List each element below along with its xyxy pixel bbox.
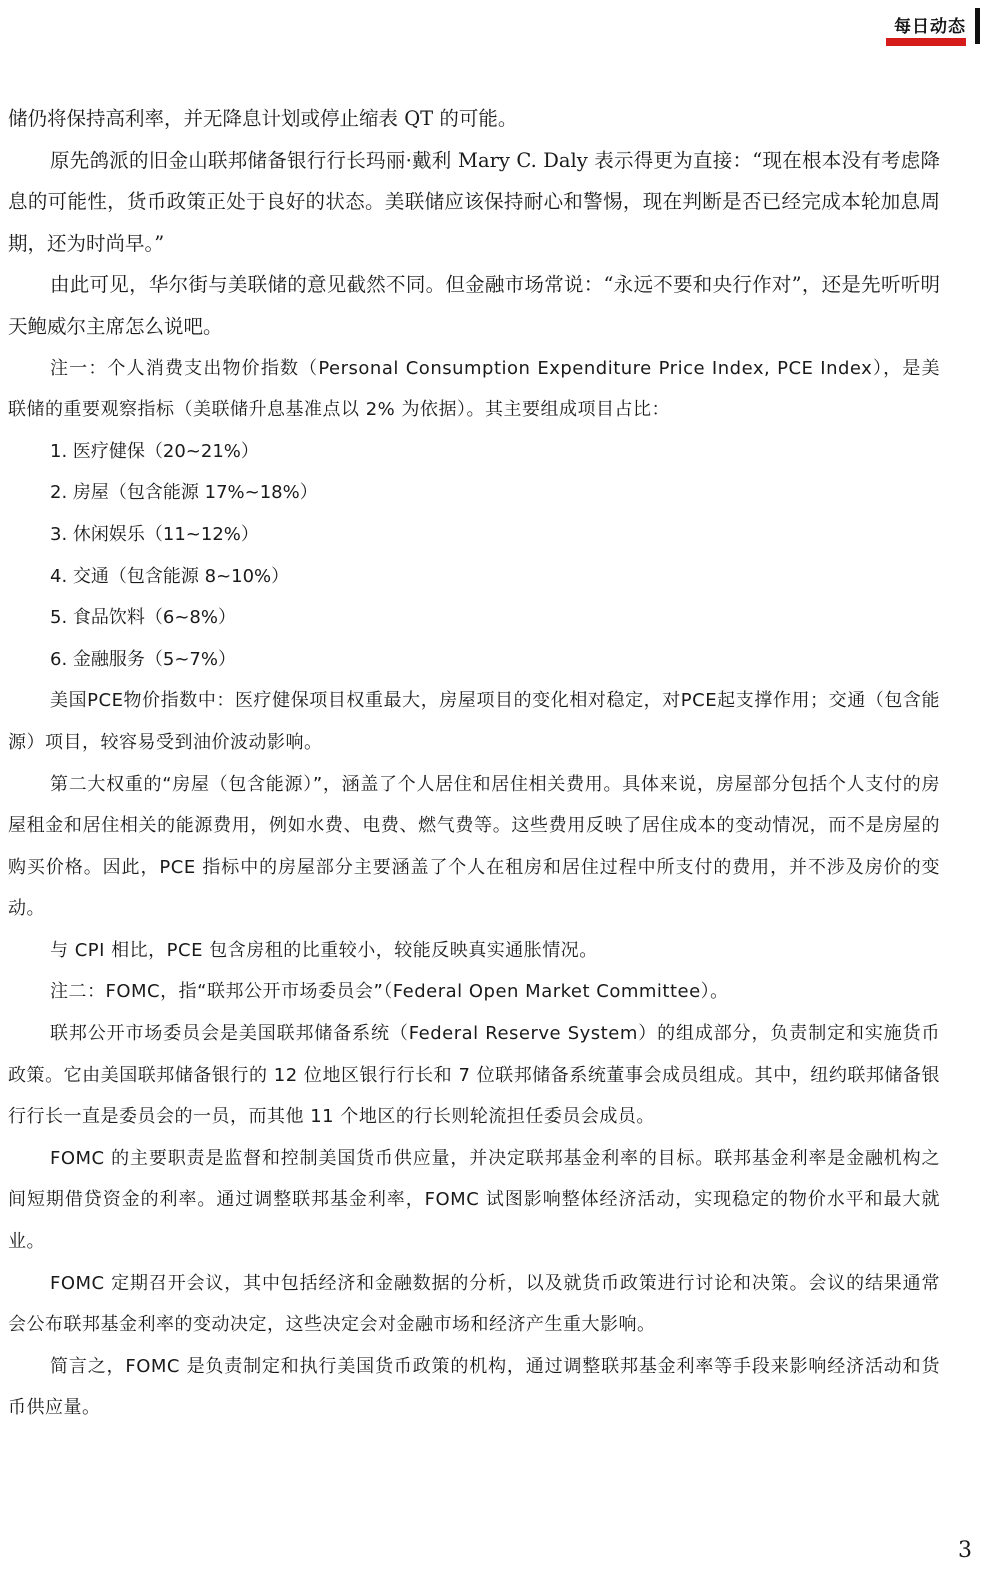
paragraph: 与 CPI 相比，PCE 包含房租的比重较小，较能反映真实通胀情况。 [50, 939, 598, 961]
header-divider-bar [975, 8, 980, 44]
article-body [8, 98, 940, 1429]
paragraph: 由此可见，华尔街与美联储的意见截然不同。但金融市场常说：“永远不要和央行作对”，还是先听听明天鲍威尔主席怎么说吧。 [8, 273, 940, 338]
list-item: 2. 房屋（包含能源 17%~18%） [50, 482, 318, 504]
section-label: 每日动态 [894, 17, 966, 37]
paragraph: 原先鸽派的旧金山联邦储备银行行长玛丽·戴利 Mary C. Daly 表示得更为直接：“现在根本没有考虑降息的可能性，货币政策正处于良好的状态。美联储应该保持耐心和警惕，现在判断是否已经完成本轮加息周期，还为时尚早。” [8, 148, 940, 255]
list-item: 1. 医疗健保（20~21%） [50, 440, 259, 462]
paragraph: 联邦公开市场委员会是美国联邦储备系统（Federal Reserve System）的组成部分，负责制定和实施货币政策。它由美国联邦储备银行的 12 位地区银行行长和 7 位联邦储备系统董事会成员组成。其中，纽约联邦储备银行行长一直是委员会的一员，而其他 11 个地区的行长则轮流担任委员会成员。 [8, 1023, 940, 1128]
note-paragraph: 注一：个人消费支出物价指数（Personal Consumption Expenditure Price Index, PCE Index），是美联储的重要观察指标（美联储升息基准点以 2% 为依据）。其主要组成项目占比： [8, 357, 940, 421]
header-accent-underline [886, 38, 966, 46]
paragraph: 储仍将保持高利率，并无降息计划或停止缩表 QT 的可能。 [8, 107, 518, 130]
paragraph: 美国PCE物价指数中：医疗健保项目权重最大，房屋项目的变化相对稳定，对PCE起支撑作用；交通（包含能源）项目，较容易受到油价波动影响。 [8, 690, 940, 753]
section-header [870, 8, 980, 48]
page-number: 3 [958, 1538, 972, 1563]
list-item: 4. 交通（包含能源 8~10%） [50, 565, 290, 587]
note-paragraph: 注二：FOMC，指“联邦公开市场委员会”（Federal Open Market Committee）。 [50, 981, 729, 1003]
list-item: 3. 休闲娱乐（11~12%） [50, 523, 259, 545]
paragraph: 第二大权重的“房屋（包含能源）”，涵盖了个人居住和居住相关费用。具体来说，房屋部分包括个人支付的房屋租金和居住相关的能源费用，例如水费、电费、燃气费等。这些费用反映了居住成本的变动情况，而不是房屋的购买价格。因此，PCE 指标中的房屋部分主要涵盖了个人在租房和居住过程中所支付的费用，并不涉及房价的变动。 [8, 773, 940, 920]
list-item: 5. 食品饮料（6~8%） [50, 607, 236, 629]
paragraph: FOMC 定期召开会议，其中包括经济和金融数据的分析，以及就货币政策进行讨论和决策。会议的结果通常会公布联邦基金利率的变动决定，这些决定会对金融市场和经济产生重大影响。 [8, 1272, 940, 1336]
paragraph: FOMC 的主要职责是监督和控制美国货币供应量，并决定联邦基金利率的目标。联邦基金利率是金融机构之间短期借贷资金的利率。通过调整联邦基金利率，FOMC 试图影响整体经济活动，实现稳定的物价水平和最大就业。 [8, 1147, 940, 1253]
paragraph: 简言之，FOMC 是负责制定和执行美国货币政策的机构，通过调整联邦基金利率等手段来影响经济活动和货币供应量。 [8, 1355, 940, 1419]
list-item: 6. 金融服务（5~7%） [50, 648, 236, 670]
